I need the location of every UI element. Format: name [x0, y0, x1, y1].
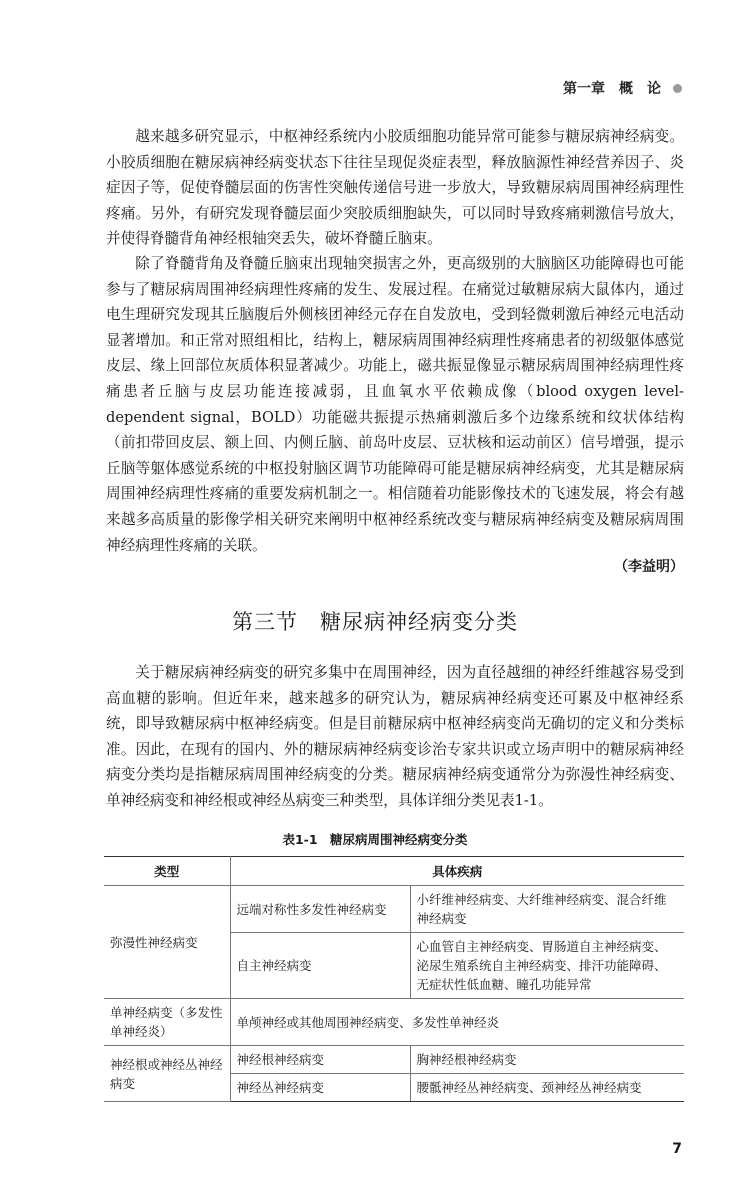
diffuse-sub2: 自主神经病变 [230, 933, 410, 999]
paragraph-microglia: 越来越多研究显示，中枢神经系统内小胶质细胞功能异常可能参与糖尿病神经病变。小胶质细胞在糖尿病神经病变状态下往往呈现促炎症表型，释放脑源性神经营养因子、炎症因子等，促使脊髓层面的伤害性突触传递信号进一步放大，导致糖尿病周围神经病理性疼痛。另外，有研究发现脊髓层面少突胶质细胞缺失，可以同时导致疼痛刺激信号放大，并使得脊髓背角神经根轴突丢失，破坏脊髓丘脑束。 [106, 128, 684, 248]
root-sub2: 神经丛神经病变 [230, 1074, 410, 1102]
table-caption: 表1-1 糖尿病周围神经病变分类 [282, 832, 468, 847]
bullet-dot-icon [673, 84, 682, 93]
paragraph-classification: 关于糖尿病神经病变的研究多集中在周围神经，因为直径越细的神经纤维越容易受到高血糖的影响。但近年来，越来越多的研究认为，糖尿病神经病变还可累及中枢神经系统，即导致糖尿病中枢神经病变。但是目前糖尿病中枢神经病变尚无确切的定义和分类标准。因此，在现有的国内、外的糖尿病神经病变诊治专家共识或立场声明中的糖尿病神经病变分类均是指糖尿病周围神经病变的分类。糖尿病神经病变通常分为弥漫性神经病变、单神经病变和神经根或神经丛病变三种类型，具体详细分类见表1-1。 [106, 664, 684, 809]
type-mono: 单神经病变（多发性单神经炎） [104, 999, 230, 1046]
header-type: 类型 [104, 857, 230, 886]
diffuse-sub1-detail: 小纤维神经病变、大纤维神经病变、混合纤维神经病变 [410, 886, 684, 933]
paragraph-brain-regions: 除了脊髓背角及脊髓丘脑束出现轴突损害之外，更高级别的大脑脑区功能障碍也可能参与了糖尿病周围神经病理性疼痛的发生、发展过程。在痛觉过敏糖尿病大鼠体内，通过电生理研究发现其丘脑腹后外侧核团神经元存在自发放电，受到轻微刺激后神经元电活动显著增加。和正常对照组相比，结构上，糖尿病周围神经病理性疼痛患者的初级躯体感觉皮层、缘上回部位灰质体积显著减少。功能上，磁共振显像显示糖尿病周围神经病理性疼痛患者丘脑与皮层功能连接减弱，且血氧水平依赖成像（blood oxygen level-dependent signal，BOLD）功能磁共振提示热痛刺激后多个边缘系统和纹状体结构（前扣带回皮层、额上回、内侧丘脑、前岛叶皮层、豆状核和运动前区）信号增强，提示丘脑等躯体感觉系统的中枢投射脑区调节功能障碍可能是糖尿病神经病变，尤其是糖尿病周围神经病理性疼痛的重要发病机制之一。相信随着功能影像技术的飞速发展，将会有越来越多高质量的影像学相关研究来阐明中枢神经系统改变与糖尿病神经病变及糖尿病周围神经病理性疼痛的关联。 [106, 255, 684, 554]
table-row [104, 886, 684, 933]
author-attribution: （李益明） [614, 559, 684, 575]
diffuse-sub2-detail: 心血管自主神经病变、胃肠道自主神经病变、泌尿生殖系统自主神经病变、排汗功能障碍、无症状性低血糖、瞳孔功能异常 [410, 933, 684, 999]
type-diffuse: 弥漫性神经病变 [104, 886, 230, 999]
type-root: 神经根或神经丛神经病变 [104, 1046, 230, 1102]
root-sub1-detail: 胸神经根神经病变 [410, 1046, 684, 1074]
header-disease: 具体疾病 [230, 857, 684, 886]
chapter-title: 第一章 概 论 [563, 81, 661, 97]
section-title: 第三节 糖尿病神经病变分类 [232, 610, 518, 634]
diffuse-sub1: 远端对称性多发性神经病变 [230, 886, 410, 933]
classification-table [104, 856, 684, 1102]
running-header [563, 78, 682, 98]
root-sub2-detail: 腰骶神经丛神经病变、颈神经丛神经病变 [410, 1074, 684, 1102]
table-row [104, 1046, 684, 1074]
table-header-row [104, 857, 684, 886]
root-sub1: 神经根神经病变 [230, 1046, 410, 1074]
page-number: 7 [672, 1141, 682, 1157]
table-row [104, 999, 684, 1046]
mono-detail: 单颅神经或其他周围神经病变、多发性单神经炎 [230, 999, 684, 1046]
